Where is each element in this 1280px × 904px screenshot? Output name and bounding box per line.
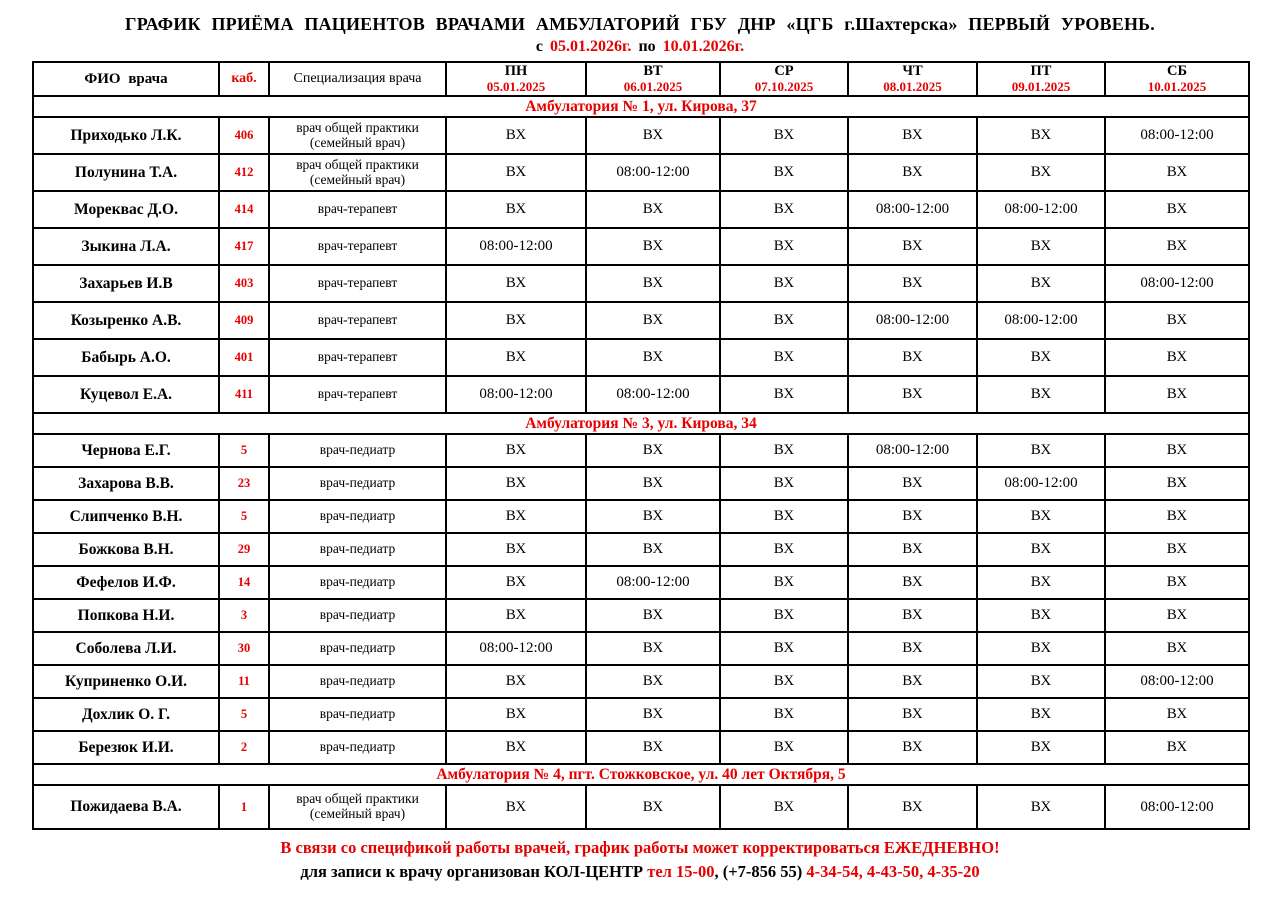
- schedule-cell: ВХ: [848, 533, 977, 566]
- day-label: СР: [774, 63, 794, 79]
- doctor-row: [33, 500, 1249, 533]
- room-number: 3: [219, 599, 269, 632]
- doctor-row: [33, 191, 1249, 228]
- doctor-name: Березюк И.И.: [33, 731, 219, 764]
- room-number: 403: [219, 265, 269, 302]
- schedule-cell: 08:00-12:00: [1105, 665, 1249, 698]
- column-header-friday: [977, 62, 1105, 96]
- schedule-cell: ВХ: [977, 533, 1105, 566]
- room-number: 5: [219, 434, 269, 467]
- day-date: 07.10.2025: [754, 78, 814, 94]
- schedule-cell: ВХ: [446, 339, 586, 376]
- schedule-cell: ВХ: [446, 302, 586, 339]
- schedule-cell: ВХ: [720, 599, 848, 632]
- schedule-cell: ВХ: [446, 434, 586, 467]
- specialization: врач общей практики (семейный врач): [269, 117, 446, 154]
- day-label: ПН: [504, 63, 528, 79]
- schedule-cell: ВХ: [1105, 533, 1249, 566]
- schedule-cell: ВХ: [848, 785, 977, 829]
- schedule-cell: 08:00-12:00: [446, 632, 586, 665]
- specialization: врач-педиатр: [269, 665, 446, 698]
- schedule-cell: ВХ: [446, 599, 586, 632]
- schedule-cell: ВХ: [720, 467, 848, 500]
- schedule-cell: 08:00-12:00: [848, 191, 977, 228]
- section-row: [33, 764, 1249, 785]
- room-number: 406: [219, 117, 269, 154]
- day-date: 08.01.2025: [883, 78, 942, 94]
- schedule-cell: ВХ: [977, 339, 1105, 376]
- schedule-cell: ВХ: [586, 117, 720, 154]
- schedule-cell: ВХ: [1105, 500, 1249, 533]
- doctor-row: [33, 228, 1249, 265]
- schedule-cell: ВХ: [720, 566, 848, 599]
- specialization: врач-педиатр: [269, 467, 446, 500]
- doctor-name: Захарова В.В.: [33, 467, 219, 500]
- specialization: врач-педиатр: [269, 500, 446, 533]
- room-number: 14: [219, 566, 269, 599]
- schedule-cell: ВХ: [720, 533, 848, 566]
- doctor-row: [33, 376, 1249, 413]
- schedule-cell: ВХ: [586, 228, 720, 265]
- doctor-row: [33, 117, 1249, 154]
- schedule-cell: ВХ: [720, 376, 848, 413]
- schedule-cell: ВХ: [586, 467, 720, 500]
- room-number: 401: [219, 339, 269, 376]
- table-header-row: [33, 62, 1249, 96]
- doctor-name: Куприненко О.И.: [33, 665, 219, 698]
- schedule-cell: 08:00-12:00: [446, 228, 586, 265]
- schedule-cell: ВХ: [446, 566, 586, 599]
- schedule-cell: 08:00-12:00: [977, 191, 1105, 228]
- column-header-wednesday: [720, 62, 848, 96]
- section-row: [33, 96, 1249, 117]
- specialization: врач-педиатр: [269, 434, 446, 467]
- date-to: 10.01.2026г.: [662, 38, 745, 55]
- schedule-cell: ВХ: [848, 698, 977, 731]
- doctor-row: [33, 265, 1249, 302]
- doctor-row: [33, 302, 1249, 339]
- room-number: 2: [219, 731, 269, 764]
- call-center-text: для записи к врачу организован КОЛ-ЦЕНТР: [300, 862, 644, 882]
- room-number: 11: [219, 665, 269, 698]
- schedule-cell: ВХ: [977, 632, 1105, 665]
- doctor-row: [33, 154, 1249, 191]
- day-date: 05.01.2025: [486, 78, 546, 94]
- schedule-cell: ВХ: [446, 265, 586, 302]
- schedule-cell: ВХ: [977, 376, 1105, 413]
- call-center-phone-short: тел 15-00: [647, 862, 715, 882]
- schedule-cell: ВХ: [1105, 632, 1249, 665]
- column-header-room: каб.: [219, 62, 269, 96]
- schedule-cell: ВХ: [977, 228, 1105, 265]
- doctor-name: Козыренко А.В.: [33, 302, 219, 339]
- specialization: врач общей практики (семейный врач): [269, 785, 446, 829]
- schedule-cell: ВХ: [977, 117, 1105, 154]
- schedule-cell: ВХ: [977, 434, 1105, 467]
- doctor-name: Приходько Л.К.: [33, 117, 219, 154]
- column-header-thursday: [848, 62, 977, 96]
- schedule-cell: ВХ: [720, 154, 848, 191]
- specialization: врач-педиатр: [269, 698, 446, 731]
- schedule-cell: ВХ: [720, 500, 848, 533]
- schedule-cell: ВХ: [848, 731, 977, 764]
- schedule-cell: ВХ: [848, 228, 977, 265]
- doctor-row: [33, 785, 1249, 829]
- room-number: 1: [219, 785, 269, 829]
- schedule-cell: 08:00-12:00: [848, 302, 977, 339]
- day-label: ПТ: [1030, 63, 1052, 79]
- day-date: 06.01.2025: [623, 78, 683, 94]
- schedule-cell: ВХ: [848, 665, 977, 698]
- schedule-cell: ВХ: [586, 599, 720, 632]
- room-number: 30: [219, 632, 269, 665]
- specialization: врач общей практики (семейный врач): [269, 154, 446, 191]
- schedule-cell: ВХ: [586, 533, 720, 566]
- doctor-row: [33, 599, 1249, 632]
- schedule-body: [33, 96, 1249, 829]
- schedule-cell: ВХ: [1105, 434, 1249, 467]
- schedule-cell: ВХ: [720, 265, 848, 302]
- schedule-cell: 08:00-12:00: [446, 376, 586, 413]
- day-label: СБ: [1166, 63, 1188, 79]
- schedule-cell: ВХ: [586, 434, 720, 467]
- room-number: 409: [219, 302, 269, 339]
- schedule-cell: ВХ: [720, 632, 848, 665]
- schedule-cell: ВХ: [586, 500, 720, 533]
- schedule-cell: ВХ: [848, 117, 977, 154]
- doctor-name: Дохлик О. Г.: [33, 698, 219, 731]
- schedule-cell: ВХ: [586, 698, 720, 731]
- schedule-cell: ВХ: [1105, 154, 1249, 191]
- schedule-cell: ВХ: [848, 566, 977, 599]
- schedule-cell: ВХ: [446, 785, 586, 829]
- page-title: ГРАФИК ПРИЁМА ПАЦИЕНТОВ ВРАЧАМИ АМБУЛАТОРИЙ ГБУ ДНР «ЦГБ г.Шахтерска» ПЕРВЫЙ УРОВЕНЬ.: [125, 14, 1155, 34]
- schedule-cell: ВХ: [586, 785, 720, 829]
- room-number: 23: [219, 467, 269, 500]
- schedule-cell: ВХ: [446, 533, 586, 566]
- doctor-name: Чернова Е.Г.: [33, 434, 219, 467]
- date-range-prefix: с: [535, 38, 543, 55]
- schedule-cell: 08:00-12:00: [848, 434, 977, 467]
- column-header-saturday: [1105, 62, 1249, 96]
- schedule-cell: ВХ: [1105, 731, 1249, 764]
- schedule-cell: ВХ: [446, 665, 586, 698]
- schedule-cell: ВХ: [720, 665, 848, 698]
- day-date: 09.01.2025: [1011, 78, 1071, 94]
- schedule-cell: ВХ: [586, 339, 720, 376]
- call-center-prefix: , (+7-856 55): [714, 862, 803, 882]
- schedule-cell: ВХ: [977, 785, 1105, 829]
- doctor-row: [33, 566, 1249, 599]
- specialization: врач-терапевт: [269, 339, 446, 376]
- doctor-name: Фефелов И.Ф.: [33, 566, 219, 599]
- schedule-cell: ВХ: [720, 117, 848, 154]
- schedule-cell: 08:00-12:00: [586, 376, 720, 413]
- footer: [32, 836, 1248, 884]
- doctor-name: Божкова В.Н.: [33, 533, 219, 566]
- date-from: 05.01.2026г.: [549, 38, 632, 55]
- doctor-name: Бабырь А.О.: [33, 339, 219, 376]
- section-header: Амбулатория № 3, ул. Кирова, 34: [33, 413, 1249, 434]
- schedule-cell: ВХ: [848, 265, 977, 302]
- schedule-cell: ВХ: [586, 302, 720, 339]
- schedule-cell: 08:00-12:00: [586, 154, 720, 191]
- doctor-row: [33, 339, 1249, 376]
- schedule-cell: ВХ: [848, 500, 977, 533]
- specialization: врач-педиатр: [269, 731, 446, 764]
- schedule-table: [32, 61, 1250, 830]
- doctor-name: Зыкина Л.А.: [33, 228, 219, 265]
- schedule-cell: ВХ: [720, 228, 848, 265]
- specialization: врач-терапевт: [269, 228, 446, 265]
- schedule-cell: ВХ: [720, 698, 848, 731]
- schedule-cell: ВХ: [720, 434, 848, 467]
- doctor-name: Морекваc Д.О.: [33, 191, 219, 228]
- doctor-row: [33, 731, 1249, 764]
- schedule-cell: ВХ: [586, 265, 720, 302]
- specialization: врач-терапевт: [269, 302, 446, 339]
- specialization: врач-терапевт: [269, 265, 446, 302]
- schedule-cell: ВХ: [977, 566, 1105, 599]
- schedule-cell: ВХ: [848, 632, 977, 665]
- schedule-cell: ВХ: [977, 731, 1105, 764]
- doctor-row: [33, 665, 1249, 698]
- specialization: врач-педиатр: [269, 599, 446, 632]
- schedule-cell: ВХ: [586, 665, 720, 698]
- schedule-cell: ВХ: [720, 339, 848, 376]
- schedule-cell: ВХ: [848, 154, 977, 191]
- schedule-cell: ВХ: [1105, 566, 1249, 599]
- room-number: 412: [219, 154, 269, 191]
- doctor-name: Соболева Л.И.: [33, 632, 219, 665]
- schedule-cell: ВХ: [1105, 376, 1249, 413]
- column-header-fio: ФИО врача: [33, 62, 219, 96]
- schedule-cell: ВХ: [446, 191, 586, 228]
- schedule-cell: ВХ: [720, 302, 848, 339]
- schedule-cell: ВХ: [848, 339, 977, 376]
- schedule-cell: ВХ: [977, 665, 1105, 698]
- doctor-row: [33, 467, 1249, 500]
- schedule-cell: ВХ: [1105, 467, 1249, 500]
- doctor-row: [33, 434, 1249, 467]
- schedule-cell: ВХ: [586, 632, 720, 665]
- room-number: 411: [219, 376, 269, 413]
- schedule-cell: ВХ: [1105, 698, 1249, 731]
- doctor-row: [33, 632, 1249, 665]
- schedule-cell: ВХ: [848, 376, 977, 413]
- footer-call-center: [32, 860, 1248, 884]
- column-header-specialization: Специализация врача: [269, 62, 446, 96]
- schedule-cell: ВХ: [977, 500, 1105, 533]
- schedule-cell: ВХ: [977, 698, 1105, 731]
- doctor-name: Куцевол Е.А.: [33, 376, 219, 413]
- schedule-cell: ВХ: [977, 265, 1105, 302]
- schedule-cell: ВХ: [446, 698, 586, 731]
- room-number: 5: [219, 500, 269, 533]
- schedule-cell: 08:00-12:00: [586, 566, 720, 599]
- doctor-name: Захарьев И.В: [33, 265, 219, 302]
- day-date: 10.01.2025: [1147, 78, 1207, 94]
- specialization: врач-терапевт: [269, 191, 446, 228]
- specialization: врач-педиатр: [269, 533, 446, 566]
- column-header-monday: [446, 62, 586, 96]
- room-number: 414: [219, 191, 269, 228]
- schedule-cell: ВХ: [586, 731, 720, 764]
- doctor-name: Слипченко В.Н.: [33, 500, 219, 533]
- doctor-row: [33, 698, 1249, 731]
- date-range-middle: по: [638, 38, 656, 55]
- doctor-row: [33, 533, 1249, 566]
- date-range: [32, 38, 1248, 56]
- schedule-cell: ВХ: [1105, 191, 1249, 228]
- schedule-cell: ВХ: [1105, 339, 1249, 376]
- specialization: врач-педиатр: [269, 566, 446, 599]
- schedule-cell: 08:00-12:00: [1105, 117, 1249, 154]
- schedule-cell: ВХ: [446, 117, 586, 154]
- schedule-cell: 08:00-12:00: [1105, 785, 1249, 829]
- specialization: врач-терапевт: [269, 376, 446, 413]
- schedule-cell: ВХ: [586, 191, 720, 228]
- section-header: Амбулатория № 1, ул. Кирова, 37: [33, 96, 1249, 117]
- room-number: 29: [219, 533, 269, 566]
- schedule-cell: ВХ: [977, 599, 1105, 632]
- schedule-cell: ВХ: [977, 154, 1105, 191]
- schedule-cell: ВХ: [446, 500, 586, 533]
- call-center-phones: 4-34-54, 4-43-50, 4-35-20: [806, 862, 980, 882]
- schedule-cell: ВХ: [1105, 599, 1249, 632]
- schedule-cell: 08:00-12:00: [977, 467, 1105, 500]
- schedule-cell: ВХ: [446, 154, 586, 191]
- schedule-cell: ВХ: [848, 467, 977, 500]
- schedule-cell: ВХ: [720, 191, 848, 228]
- day-label: ЧТ: [902, 63, 923, 79]
- column-header-tuesday: [586, 62, 720, 96]
- footer-notice: В связи со спецификой работы врачей, график работы может корректироваться ЕЖЕДНЕВНО!: [280, 838, 1000, 858]
- specialization: врач-педиатр: [269, 632, 446, 665]
- schedule-cell: ВХ: [720, 785, 848, 829]
- room-number: 417: [219, 228, 269, 265]
- day-label: ВТ: [643, 63, 663, 79]
- doctor-name: Полунина Т.А.: [33, 154, 219, 191]
- schedule-cell: ВХ: [1105, 228, 1249, 265]
- schedule-cell: ВХ: [446, 731, 586, 764]
- section-header: Амбулатория № 4, пгт. Стожковское, ул. 40 лет Октября, 5: [33, 764, 1249, 785]
- schedule-cell: 08:00-12:00: [977, 302, 1105, 339]
- schedule-cell: ВХ: [848, 599, 977, 632]
- room-number: 5: [219, 698, 269, 731]
- section-row: [33, 413, 1249, 434]
- doctor-name: Попкова Н.И.: [33, 599, 219, 632]
- schedule-cell: ВХ: [1105, 302, 1249, 339]
- document-page: [32, 0, 1248, 884]
- schedule-cell: 08:00-12:00: [1105, 265, 1249, 302]
- doctor-name: Пожидаева В.А.: [33, 785, 219, 829]
- schedule-cell: ВХ: [446, 467, 586, 500]
- schedule-cell: ВХ: [720, 731, 848, 764]
